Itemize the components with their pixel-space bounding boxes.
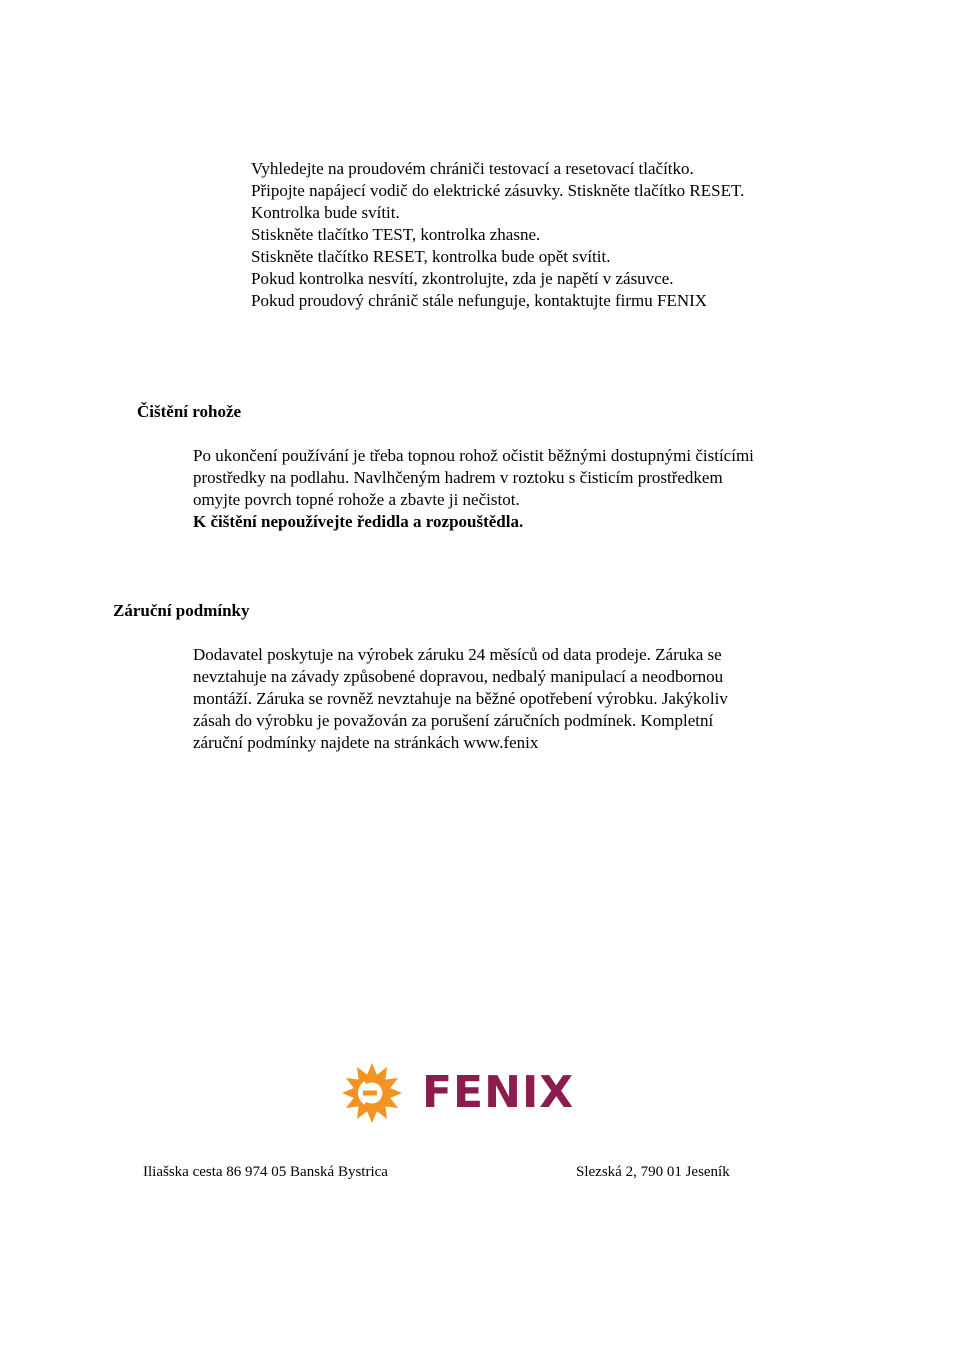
paragraph-line: nevztahuje na závady způsobené dopravou, nedbalý manipulací a neodbornou — [193, 667, 724, 686]
fenix-logo — [338, 1062, 574, 1124]
paragraph-line: montáží. Záruka se rovněž nevztahuje na běžné opotřebení výrobku. Jakýkoliv — [193, 689, 728, 708]
instruction-line: Pokud kontrolka nesvítí, zkontrolujte, zda je napětí v zásuvce. — [251, 269, 674, 288]
paragraph-line: zásah do výrobku je považován za porušení záručních podmínek. Kompletní — [193, 711, 714, 730]
cleaning-warning: K čištění nepoužívejte ředidla a rozpouštědla. — [193, 512, 524, 531]
instruction-line: Pokud proudový chránič stále nefunguje, kontaktujte firmu FENIX — [251, 291, 708, 310]
test-instructions — [251, 158, 744, 312]
instruction-line: Stiskněte tlačítko TEST, kontrolka zhasne. — [251, 225, 541, 244]
logo-wordmark: FENIX — [422, 1067, 575, 1118]
paragraph-line: omyjte povrch topné rohože a zbavte ji nečistot. — [193, 490, 520, 509]
instruction-line: Vyhledejte na proudovém chrániči testovací a resetovací tlačítko. — [251, 159, 694, 178]
paragraph-line: Dodavatel poskytuje na výrobek záruku 24 měsíců od data prodeje. Záruka se — [193, 645, 722, 664]
footer-address-right: Slezská 2, 790 01 Jeseník — [576, 1164, 730, 1180]
instruction-line: Kontrolka bude svítit. — [251, 203, 400, 222]
paragraph-line: záruční podmínky najdete na stránkách www.fenix — [193, 733, 539, 752]
footer-address-left: Iliašska cesta 86 974 05 Banská Bystrica — [143, 1164, 388, 1180]
warranty-paragraph — [193, 644, 728, 754]
paragraph-line: Po ukončení používání je třeba topnou rohož očistit běžnými dostupnými čistícími — [193, 446, 754, 465]
cleaning-heading: Čištění rohože — [137, 402, 242, 421]
warranty-heading: Záruční podmínky — [113, 601, 250, 620]
instruction-line: Připojte napájecí vodič do elektrické zásuvky. Stiskněte tlačítko RESET. — [251, 181, 745, 200]
fenix-sun-icon — [338, 1062, 406, 1124]
paragraph-line: prostředky na podlahu. Navlhčeným hadrem v roztoku s čisticím prostředkem — [193, 468, 723, 487]
cleaning-paragraph — [193, 445, 754, 533]
instruction-line: Stiskněte tlačítko RESET, kontrolka bude opět svítit. — [251, 247, 611, 266]
